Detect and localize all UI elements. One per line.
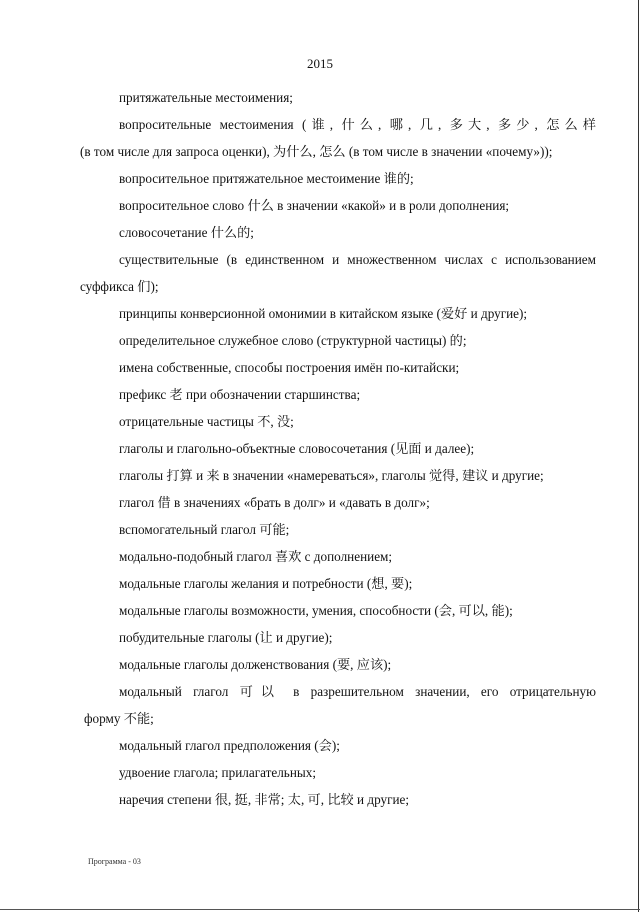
list-item: префикс 老 при обозначении старшинства; xyxy=(119,387,361,402)
list-item: побудительные глаголы (让 и другие); xyxy=(119,630,333,645)
list-item: существительные (в единственном и множественном числах с использованием xyxy=(119,252,596,267)
list-item-continuation: суффикса 们); xyxy=(80,279,159,294)
footer-label: Программа - 03 xyxy=(88,857,141,866)
list-item: наречия степени 很, 挺, 非常; 太, 可, 比较 и другие; xyxy=(119,792,410,807)
page-number: 2015 xyxy=(307,56,333,71)
list-item-continuation: форму 不能; xyxy=(84,711,154,726)
page-edge-bottom xyxy=(0,909,640,910)
list-item: определительное служебное слово (структурной частицы) 的; xyxy=(119,333,467,348)
list-item: модальные глаголы долженствования (要, 应该); xyxy=(119,657,392,672)
list-item: отрицательные частицы 不, 没; xyxy=(119,414,294,429)
list-item: модальный глагол 可以 в разрешительном значении, его отрицательную xyxy=(119,684,596,699)
list-item: вспомогательный глагол 可能; xyxy=(119,522,290,537)
list-item: глаголы 打算 и 来 в значении «намереваться», глаголы 觉得, 建议 и другие; xyxy=(119,468,544,483)
list-item: модальные глаголы желания и потребности (想, 要); xyxy=(119,576,413,591)
list-item-continuation: (в том числе для запроса оценки), 为什么, 怎么 (в том числе в значении «почему»)); xyxy=(80,144,553,159)
page-edge-right xyxy=(638,0,639,912)
list-item: вопросительное притяжательное местоимение 谁的; xyxy=(119,171,414,186)
list-item: модальные глаголы возможности, умения, способности (会, 可以, 能); xyxy=(119,603,513,618)
list-item: имена собственные, способы построения имён по-китайски; xyxy=(119,360,460,375)
list-item: модально-подобный глагол 喜欢 с дополнением; xyxy=(119,549,393,564)
list-item: вопросительное слово 什么 в значении «какой» и в роли дополнения; xyxy=(119,198,510,213)
list-item: удвоение глагола; прилагательных; xyxy=(119,765,316,780)
list-item: вопросительные местоимения (谁, 什么, 哪, 几, 多大, 多少, 怎么样 xyxy=(119,117,596,132)
list-item: глаголы и глагольно-объектные словосочетания (见面 и далее); xyxy=(119,441,475,456)
document-body xyxy=(80,84,596,813)
list-item: глагол 借 в значениях «брать в долг» и «давать в долг»; xyxy=(119,495,430,510)
list-item: принципы конверсионной омонимии в китайском языке (爱好 и другие); xyxy=(119,306,528,321)
list-item: модальный глагол предположения (会); xyxy=(119,738,340,753)
list-item: словосочетание 什么的; xyxy=(119,225,254,240)
list-item: притяжательные местоимения; xyxy=(119,90,293,105)
